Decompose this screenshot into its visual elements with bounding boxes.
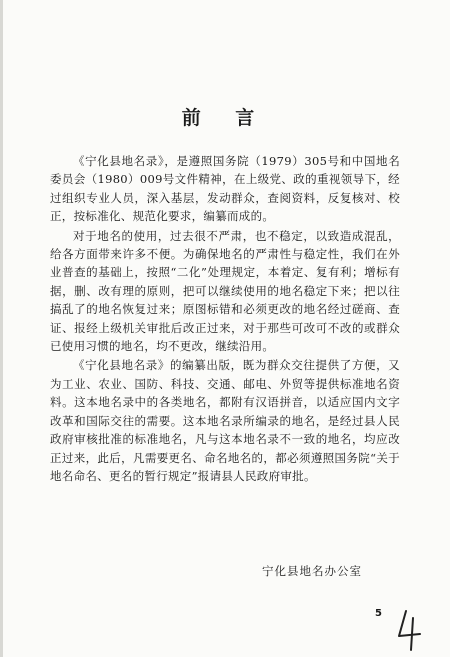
page-edge	[0, 0, 3, 657]
body-text	[50, 152, 400, 485]
page-title: 前 言	[181, 107, 269, 129]
handwritten-number-icon	[396, 608, 424, 652]
paragraph-3: 《宁化县地名录》的编纂出版，既为群众交往提供了方便，又为工业、农业、国防、科技、交通、邮电、外贸等提供标准地名资料。这本地名录中的各类地名，都附有汉语拼音，以适应国内文字改革和国际交往的需要。这本地名录所编录的地名，是经过县人民政府审核批准的标准地名，凡与这本地名录不一致的地名，均应改正过来，此后，凡需要更名、命名地名的，都必须遵照国务院“关于地名命名、更名的暂行规定”报请县人民政府审批。	[50, 358, 400, 483]
paragraph-2: 对于地名的使用，过去很不严肃，也不稳定，以致造成混乱，给各方面带来许多不便。为确保地名的严肃性与稳定性，我们在外业普查的基础上，按照“二化”处理规定，本着定、复有利；增标有据，删、改有理的原则，把可以继续使用的地名稳定下来；把以往搞乱了的地名恢复过来；原图标错和必须更改的地名经过磋商、查证、报经上级机关审批后改正过来，对于那些可改可不改的或群众已使用习惯的地名，均不更改，继续沿用。	[50, 228, 400, 354]
page-number: 5	[375, 608, 382, 619]
paragraph-1: 《宁化县地名录》，是遵照国务院（1979）305号和中国地名委员会（1980）009号文件精神，在上级党、政的重视领导下，经过组织专业人员，深入基层，发动群众，查阅资料，反复核对、校正，按标准化、规范化要求，编纂而成的。	[50, 154, 400, 224]
signature: 宁化县地名办公室	[262, 564, 362, 578]
